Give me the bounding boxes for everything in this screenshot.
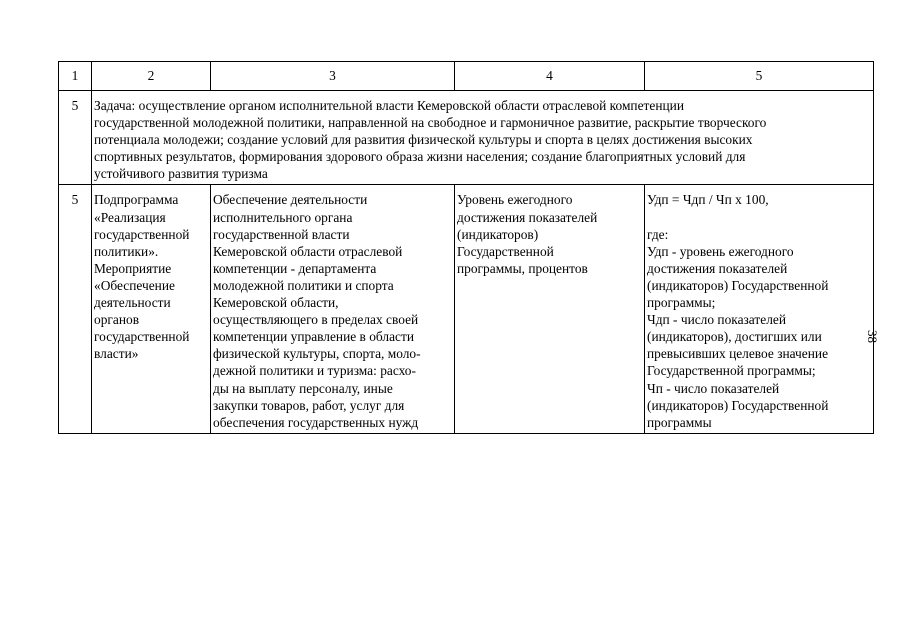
task-line: спортивных результатов, формирования здорового образа жизни населения; создание благоприятных условий для (94, 149, 746, 165)
subprogram-line: органов (94, 312, 140, 328)
formula-line: (индикаторов), достигших или (647, 329, 822, 345)
indicator-line: программы, процентов (457, 260, 588, 276)
indicator-line: достижения показателей (457, 209, 598, 225)
indicator-line: Уровень ежегодного (457, 192, 573, 208)
formula-line: Чдп - число показателей (647, 312, 786, 328)
activity-line: Кемеровской области, (213, 295, 339, 311)
activity-line: ды на выплату персоналу, иные (213, 380, 393, 396)
indicator-line: (индикаторов) (457, 226, 539, 242)
activity-line: государственной власти (213, 226, 350, 242)
subprogram-line: Мероприятие (94, 260, 172, 276)
task-line: потенциала молодежи; создание условий для развития физической культуры и спорта в целях достижения высоких (94, 132, 753, 148)
activity-description-cell (211, 185, 455, 433)
indicator-name-cell (455, 185, 645, 433)
subprogram-line: государственной (94, 226, 190, 242)
task-line: устойчивого развития туризма (94, 166, 268, 182)
header-cell-5: 5 (645, 62, 874, 91)
formula-line: (индикаторов) Государственной (647, 277, 829, 293)
table-header-row (59, 62, 874, 91)
subprogram-line: политики». (94, 243, 159, 259)
subprogram-cell (92, 185, 211, 433)
formula-line: Государственной программы; (647, 363, 816, 379)
formula-line: (индикаторов) Государственной (647, 397, 829, 413)
activity-line: исполнительного органа (213, 209, 353, 225)
program-table (58, 61, 874, 434)
activity-line: физической культуры, спорта, моло- (213, 346, 421, 362)
subprogram-line: «Обеспечение (94, 277, 175, 293)
formula-cell (645, 185, 874, 433)
page-number: 38 (865, 330, 880, 343)
task-line: государственной молодежной политики, направленной на свободное и гармоничное развитие, раскрытие творческого (94, 115, 767, 131)
subprogram-line: деятельности (94, 295, 171, 311)
subprogram-line: власти» (94, 346, 139, 362)
formula-line: достижения показателей (647, 260, 788, 276)
activity-line: молодежной политики и спорта (213, 277, 394, 293)
formula-spacer (647, 209, 871, 226)
formula-text: Удп = Чдп / Чп х 100, (647, 192, 769, 208)
activity-line: компетенции управление в области (213, 329, 414, 345)
task-line: Задача: осуществление органом исполнительной власти Кемеровской области отраслевой компетенции (94, 98, 684, 113)
header-cell-4: 4 (455, 62, 645, 91)
activity-line: Кемеровской области отраслевой (213, 243, 403, 259)
activity-line: осуществляющего в пределах своей (213, 312, 419, 328)
formula-line: программы; (647, 295, 716, 311)
header-cell-2: 2 (92, 62, 211, 91)
indicator-line: Государственной (457, 243, 554, 259)
activity-line: компетенции - департамента (213, 260, 377, 276)
task-row (59, 91, 874, 185)
subprogram-line: «Реализация (94, 209, 166, 225)
header-cell-1: 1 (59, 62, 92, 91)
task-row-number: 5 (59, 91, 92, 185)
formula-line: Удп - уровень ежегодного (647, 243, 794, 259)
header-cell-3: 3 (211, 62, 455, 91)
subprogram-line: Подпрограмма (94, 192, 179, 208)
activity-line: Обеспечение деятельности (213, 192, 368, 208)
formula-line: Чп - число показателей (647, 380, 780, 396)
formula-line: превысивших целевое значение (647, 346, 829, 362)
activity-line: закупки товаров, работ, услуг для (213, 397, 405, 413)
program-row (59, 185, 874, 433)
formula-line: программы (647, 414, 712, 430)
activity-line: дежной политики и туризма: расхо- (213, 363, 416, 379)
formula-line: где: (647, 226, 669, 242)
activity-line: обеспечения государственных нужд (213, 414, 419, 430)
subprogram-line: государственной (94, 329, 190, 345)
task-description (92, 91, 874, 185)
program-row-number: 5 (59, 185, 92, 433)
